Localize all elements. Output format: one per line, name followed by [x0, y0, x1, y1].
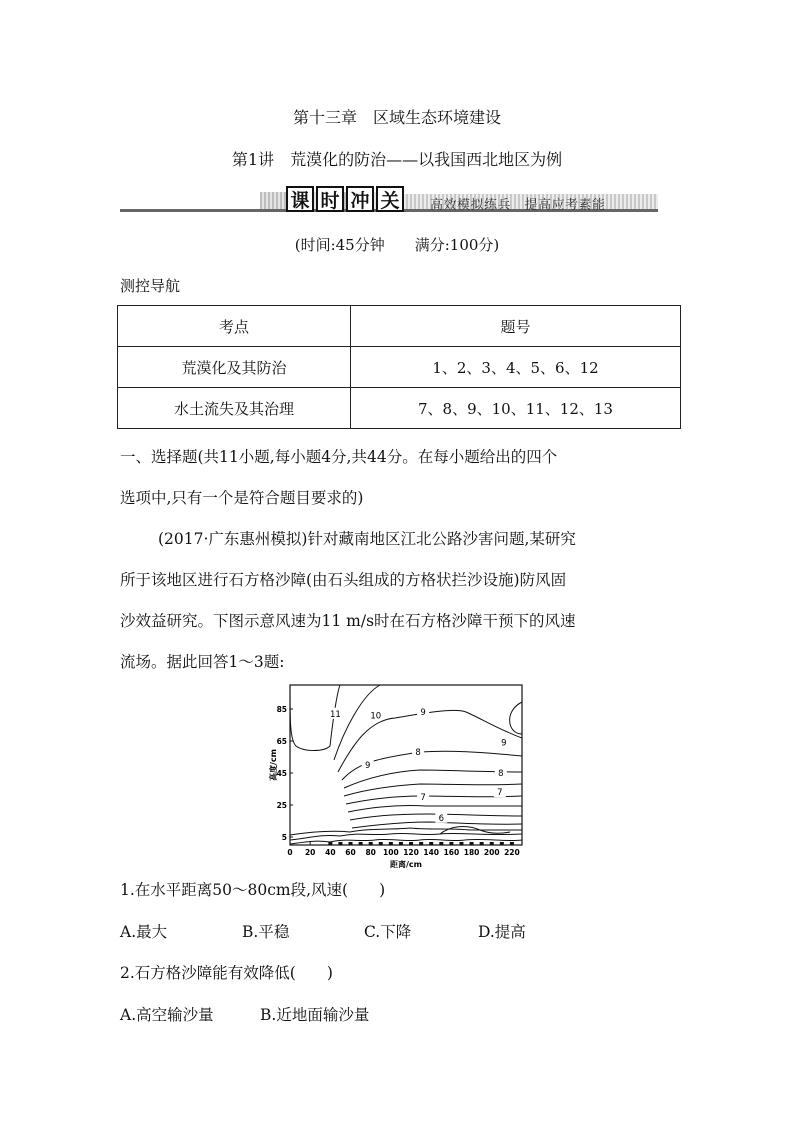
table-row: [118, 388, 681, 429]
x-tick-label: 20: [304, 848, 316, 857]
contour-line: [334, 685, 380, 760]
y-axis-label: 高度/cm: [269, 749, 278, 781]
x-tick-label: 140: [423, 848, 440, 857]
contour-lines: [290, 685, 522, 844]
y-tick-label: 5: [281, 833, 287, 842]
y-tick-label: 65: [276, 737, 287, 746]
contour-line: [510, 702, 522, 734]
table-header-cell: 考点: [118, 306, 351, 347]
x-tick-label: 40: [325, 848, 336, 857]
contour-label: 9: [501, 738, 507, 749]
question-2-stem: 2.石方格沙障能有效降低( ): [120, 964, 333, 982]
contour-label: 7: [497, 788, 503, 799]
option-d[interactable]: D.提高: [478, 923, 526, 941]
table-cell: 荒漠化及其防治: [118, 347, 351, 388]
option-b[interactable]: B.平稳: [242, 923, 290, 941]
contour-label: 9: [420, 708, 426, 719]
contour-label: 9: [364, 761, 371, 771]
banner-char: 关: [376, 186, 404, 212]
banner-char: 时: [316, 186, 344, 212]
contour-line: [346, 796, 522, 804]
section-instructions: [120, 437, 680, 519]
banner-char: 课: [286, 186, 314, 212]
text-line: 一、选择题(共11小题,每小题4分,共44分。在每小题给出的四个: [120, 448, 558, 466]
banner-boxes: [286, 186, 404, 212]
chart-frame: [290, 685, 522, 845]
table-header-cell: 题号: [351, 306, 681, 347]
question-1-stem: 1.在水平距离50～80cm段,风速( ): [120, 881, 386, 899]
text-line: (2017·广东惠州模拟)针对藏南地区江北公路沙害问题,某研究: [158, 530, 576, 548]
nav-table: [117, 305, 681, 429]
lecture-title: 第1讲 荒漠化的防治——以我国西北地区为例: [231, 150, 563, 169]
x-tick-label: 120: [403, 848, 419, 857]
contour-line: [348, 805, 522, 812]
plot-frame: [290, 685, 522, 845]
y-tick-label: 85: [276, 705, 287, 714]
contour-line: [290, 839, 522, 844]
y-tick-label: 45: [276, 769, 287, 778]
x-tick-label: 0: [287, 848, 293, 857]
x-tick-label: 180: [463, 848, 480, 857]
banner-char: 冲: [346, 186, 374, 212]
question-2-options: [120, 1003, 369, 1025]
contour-label: 7: [420, 793, 426, 803]
table-row: [118, 347, 681, 388]
text-line: 沙效益研究。下图示意风速为11 m/s时在石方格沙障干预下的风速: [120, 612, 576, 630]
wind-flow-chart: [270, 680, 540, 870]
table-cell: 水土流失及其治理: [118, 388, 351, 429]
table-cell: 1、2、3、4、5、6、12: [351, 347, 681, 388]
time-info: (时间:45分钟 满分:100分): [294, 236, 500, 254]
text-line: 选项中,只有一个是符合题目要求的): [120, 489, 364, 507]
contour-label: 6: [438, 813, 445, 824]
contour-line: [352, 822, 522, 828]
x-axis-label: 距离/cm: [390, 860, 422, 869]
table-header-row: [118, 306, 681, 347]
contour-label: 8: [415, 748, 421, 759]
y-tick-label: 25: [276, 801, 287, 810]
text-line: 所于该地区进行石方格沙障(由石头组成的方格状拦沙设施)防风固: [120, 571, 567, 589]
question-intro: [120, 519, 680, 683]
x-tick-label: 60: [345, 848, 356, 857]
x-tick-label: 160: [443, 848, 460, 857]
table-cell: 7、8、9、10、11、12、13: [351, 388, 681, 429]
banner-slogan: 高效模拟练兵 提高应考素能: [430, 198, 606, 213]
contour-line: [290, 833, 522, 840]
section-banner: [120, 186, 658, 216]
text-line: 流场。据此回答1～3题:: [120, 653, 285, 671]
x-tick-label: 100: [383, 848, 399, 857]
nav-title: 测控导航: [120, 277, 181, 295]
contour-label: 8: [498, 769, 504, 779]
option-a[interactable]: A.高空输沙量: [120, 1006, 214, 1024]
x-tick-label: 200: [483, 848, 500, 857]
question-1-options: [120, 920, 526, 942]
contour-label: 11: [329, 709, 341, 720]
option-b[interactable]: B.近地面输沙量: [260, 1006, 370, 1024]
x-tick-label: 80: [365, 848, 376, 857]
x-tick-label: 220: [504, 848, 520, 857]
option-c[interactable]: C.下降: [364, 923, 412, 941]
chapter-title: 第十三章 区域生态环境建设: [292, 108, 501, 127]
option-a[interactable]: A.最大: [120, 923, 168, 941]
contour-label: 10: [370, 711, 382, 722]
